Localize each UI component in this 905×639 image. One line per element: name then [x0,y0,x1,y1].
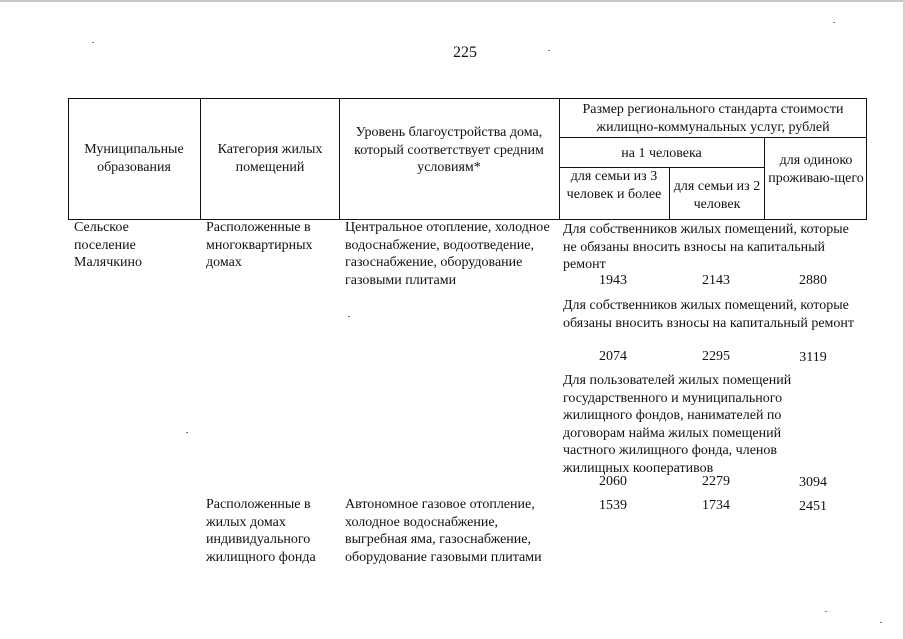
header-standard: Размер регионального стандарта стоимости жилищно-коммунальных услуг, рублей [582,102,844,135]
row1-group3-value-family3: 2060 [599,474,627,489]
row1-group2-value-single: 3119 [799,350,827,365]
header-family2: для семьи из 2 человек [673,179,761,212]
header-category: Категория жилых помещений [217,142,323,175]
col-divider-2 [339,98,340,220]
municipality-name: Сельское поселение Малячкино [74,220,143,270]
scan-speck [348,316,350,317]
row1-group1-value-single: 2880 [799,273,827,288]
row1-category: Расположенные в многоквартирных домах [206,220,313,270]
header-per-person: на 1 человека [621,146,702,161]
row1-group1-value-family3: 1943 [599,273,627,288]
row2-value-family3: 1539 [599,498,627,513]
row2-category: Расположенные в жилых домах индивидуального жилищного фонда [206,497,316,565]
col-divider-4 [669,167,670,220]
row2-value-family2: 1734 [702,498,730,513]
scan-speck [880,622,882,623]
scan-speck [186,432,188,433]
scan-speck [548,50,550,51]
row2-level: Автономное газовое отопление, холодное водоснабжение, выгребная яма, газоснабжение, оборудование газовыми плитами [345,497,542,565]
table-right-border [866,98,867,220]
col-divider-3 [559,98,560,220]
table-top-border [68,98,867,99]
header-family3: для семьи из 3 человек и более [566,169,662,202]
header-single: для одиноко проживаю-щего [768,153,864,186]
row1-group1-value-family2: 2143 [702,273,730,288]
row1-group2-value-family3: 2074 [599,349,627,364]
header-municipality: Муниципальные образования [84,142,184,175]
scan-speck [92,42,94,43]
scan-speck [833,22,835,23]
row1-group2-value-family2: 2295 [702,349,730,364]
row1-group3-value-single: 3094 [799,475,827,490]
row1-group1-label: Для собственников жилых помещений, которые не обязаны вносить взносы на капитальный ремонт [563,222,849,272]
col-divider-5 [764,137,765,220]
row2-value-single: 2451 [799,499,827,514]
col-divider-1 [200,98,201,220]
row1-level: Центральное отопление, холодное водоснабжение, водоотведение, газоснабжение, оборудование газовыми плитами [345,220,550,288]
header-level: Уровень благоустройства дома, который соответствует средним условиям* [354,125,544,175]
table-left-border [68,98,69,220]
scan-speck [825,611,827,612]
row1-group2-label: Для собственников жилых помещений, которые обязаны вносить взносы на капитальный ремонт [563,298,854,331]
row1-group3-value-family2: 2279 [702,474,730,489]
scan-border-top [0,0,905,2]
header-divider-standard [559,137,867,138]
row1-group3-label: Для пользователей жилых помещений государственного и муниципального жилищного фондов, нанимателей по договорам найма жилых помещений частного жилищного фонда, членов жилищных кооперативов [563,373,792,476]
page-number: 225 [453,44,477,61]
